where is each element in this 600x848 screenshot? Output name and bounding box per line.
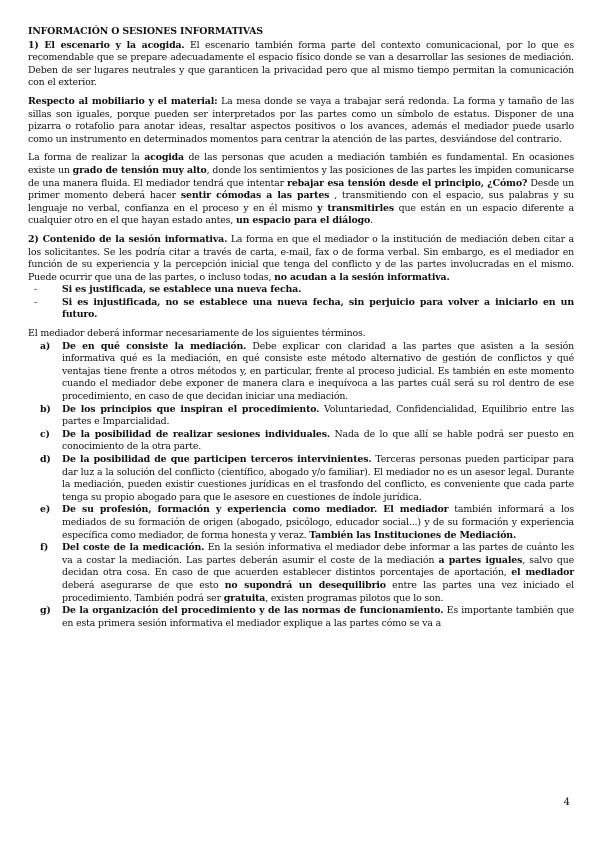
page-number: 4	[563, 797, 570, 808]
heading-contenido: 2) Contenido de la sesión informativa.	[28, 233, 228, 245]
terms-list	[28, 341, 574, 631]
dash-list	[28, 284, 574, 322]
paragraph-acogida: La forma de realizar la acogida de las personas que acuden a mediación también es fundamental. En ocasiones existe un grado de tensión muy alto, donde los sentimientos y las posiciones de las partes les impiden comunicarse de una manera fluida. El mediador tendrá que intentar rebajar esa tensión desde el principio, ¿Cómo? Desde un primer momento deberá hacer sentir cómodas a las partes , transmitiendo con el espacio, sus palabras y su lenguaje no verbal, confianza en el proceso y en él mismo y transmitirles que están en un espacio diferente a cualquier otro en el que hayan estado antes, un espacio para el diálogo.	[28, 152, 575, 227]
paragraph-mobiliario: Respecto al mobiliario y el material: La mesa donde se vaya a trabajar será redonda. La forma y tamaño de las sillas son iguales, porque pueden ser interpretados por las partes como un símbolo de estatus. Disponer de una pizarra o rotafolio para anotar ideas, resaltar aspectos positivos o los avances, además el mediador puede usarlo como un instrumento en determinados momentos para centrar la atención de las partes, desviándose del contrario.	[28, 95, 575, 145]
section-title: INFORMACIÓN O SESIONES INFORMATIVAS	[28, 26, 263, 37]
document-page	[28, 26, 574, 630]
list-item-g: g) De la organización del procedimiento y de las normas de funcionamiento. Es importante también que en esta primera sesión informativa el mediador explique a las partes cómo se va a	[40, 605, 574, 629]
heading-mobiliario: Respecto al mobiliario y el material:	[28, 95, 218, 107]
paragraph-contenido: 2) Contenido de la sesión informativa. La forma en que el mediador o la institución de mediación deben citar a los solicitantes. Se les podría citar a través de carta, e-mail, fax o de forma verbal. Sin embargo, es el mediador en función de su experiencia y la percepción inicial que tenga del conflicto y de las partes involucradas en el mismo. Puede ocurrir que una de las partes, o incluso todas, no acudan a la sesión informativa.	[28, 233, 574, 283]
list-item-e: e) De su profesión, formación y experiencia como mediador. El mediador también informará a los mediados de su formación de origen (abogado, psicólogo, educador social...) y de su formación y experiencia específica como mediador, de forma honesta y veraz. También las Instituciones de Mediación.	[40, 504, 574, 541]
list-item-b: b) De los principios que inspiran el procedimiento. Voluntariedad, Confidencialidad, Equilibrio entre las partes e Imparcialidad.	[40, 403, 574, 428]
list-item-d: d) De la posibilidad de que participen terceros intervinientes. Terceras personas pueden participar para dar luz a la solución del conflicto (científico, abogado y/o familiar). El mediador no es un asesor legal. Durante la mediación, pueden existir cuestiones jurídicas en el trasfondo del conflicto, es conveniente que cada parte tenga su propio abogado para que le asesore en cuestiones de índole jurídica.	[40, 454, 574, 503]
paragraph-escenario: 1) El escenario y la acogida. El escenario también forma parte del contexto comunicacional, por lo que es recomendable que se prepare adecuadamente el espacio físico donde se van a desarrollar las sesiones de mediación. Deben de ser lugares neutrales y que garanticen la privacidad pero que al mismo tiempo permitan la comunicación con el exterior.	[28, 39, 574, 89]
list-item-f: f) Del coste de la medicación. En la sesión informativa el mediador debe informar a las partes de cuánto les va a costar la mediación. Las partes deberán asumir el coste de la mediación a partes iguales, salvo que decidan otra cosa. En caso de que acuerden establecer distintos porcentajes de aportación, el mediador deberá asegurarse de que esto no supondrá un desequilibrio entre las partes una vez iniciado el procedimiento. También podrá ser gratuita, existen programas pilotos que lo son.	[40, 542, 575, 604]
list-item-a: a) De en qué consiste la mediación. Debe explicar con claridad a las partes que asisten a la sesión informativa qué es la mediación, en qué consiste este método alternativo de gestión de conflictos y qué ventajas tiene frente a otros métodos y, en particular, frente al proceso judicial. Es también en este momento cuando el mediador debe exponer de manera clara e inequívoca a las partes cuál será su rol dentro de ese procedimiento, en caso de que decidan iniciar una mediación.	[40, 340, 574, 403]
paragraph-intro-list: El mediador deberá informar necesariamente de los siguientes términos.	[28, 328, 366, 340]
list-item-c: c) De la posibilidad de realizar sesiones individuales. Nada de lo que allí se hable podrá ser puesto en conocimiento de la otra parte.	[40, 428, 574, 453]
dash-item: - Si es justificada, se establece una nueva fecha.	[62, 284, 574, 297]
dash-item: - Si es injustificada, no se establece una nueva fecha, sin perjuicio para volver a iniciarlo en un futuro.	[62, 297, 574, 322]
heading-escenario: 1) El escenario y la acogida.	[28, 39, 185, 51]
